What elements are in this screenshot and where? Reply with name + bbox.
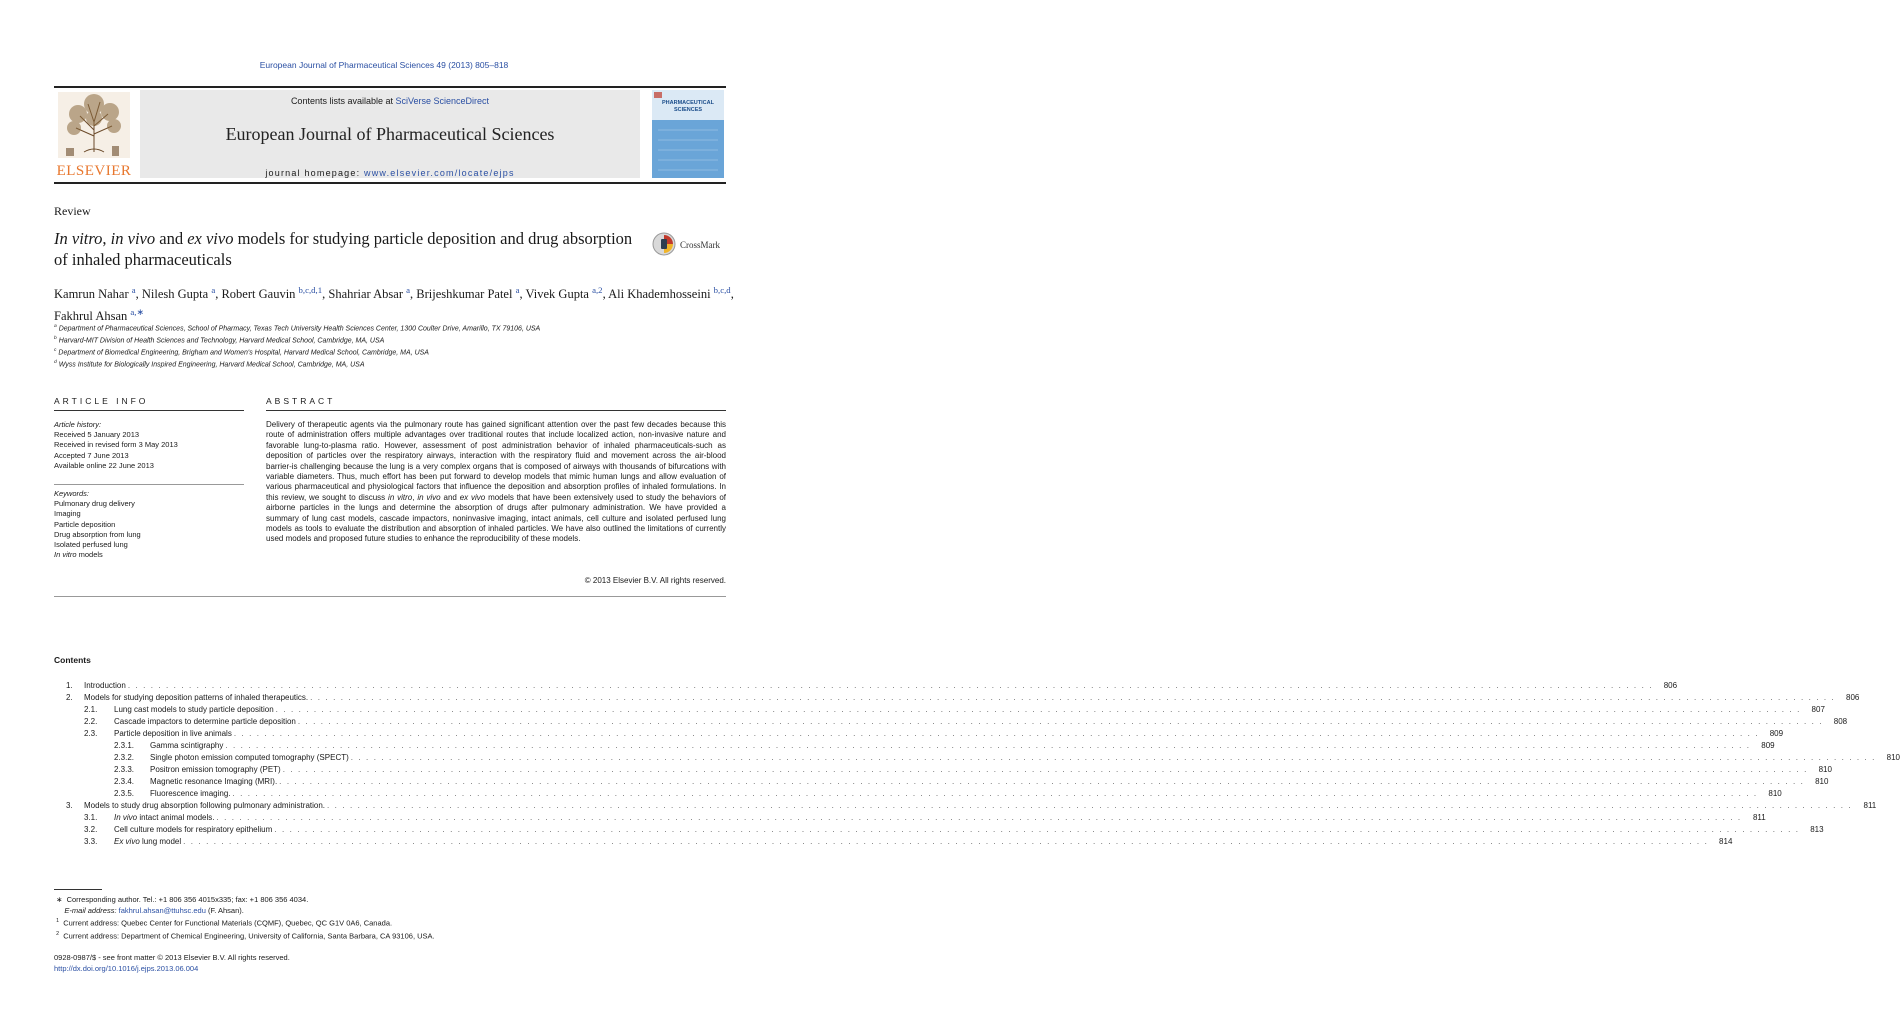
sciencedirect-link[interactable]: SciVerse ScienceDirect [395, 96, 490, 106]
toc-entry-number: 3.2. [84, 825, 98, 834]
journal-reference-link[interactable]: European Journal of Pharmaceutical Sciences 49 (2013) 805–818 [259, 60, 509, 70]
abstract-heading: ABSTRACT [266, 396, 336, 406]
title-part: and [155, 229, 188, 248]
affiliation-list [54, 322, 734, 370]
toc-entry-number: 2.2. [84, 717, 98, 726]
toc-entry-number: 2.3. [84, 729, 98, 738]
toc-entry-number: 2.3.4. [114, 777, 135, 786]
toc-entry-title: In vivo intact animal models. [114, 813, 215, 822]
author[interactable]: Kamrun Nahar $^a$ [54, 285, 136, 302]
toc-entry-page: 806 [1663, 681, 1678, 690]
svg-text:SCIENCES: SCIENCES [673, 107, 703, 113]
toc-entry-page: 808 [1833, 717, 1848, 726]
toc-leader-dots: . . . . . . . . . . . . . . . . . . . . . . . . . . . . . . . . . . . . . . . . . . . . . . . . . . . . . . . . . . . . . . . . . . . . . . . . . . . . . . . . . . . . . . . . . . . . . . . . . . . . . . . . . . . . . . . . . . . . . . . . . . . . . . . . . . . . . . . . . . . . . . . . . . . . . . . . . . . . . . . . . . . . . . . . . . . . . . . . . . . . . . . . . . . . . . . . . . . . . . . . [232, 789, 1758, 798]
toc-entry-page: 811 [1863, 801, 1877, 810]
keyword: Drug absorption from lung [54, 529, 141, 539]
svg-text:CrossMark: CrossMark [680, 240, 720, 250]
history-entry: Available online 22 June 2013 [54, 460, 154, 470]
affiliation: $^a$ Department of Pharmaceutical Sciences, School of Pharmacy, Texas Tech University Health Sciences Center, 1300 Coulter Drive, Amarillo, TX 79106, USA [54, 324, 541, 333]
toc-entry[interactable] [54, 836, 1733, 848]
toc-entry[interactable] [54, 824, 1824, 836]
toc-entry-title: Cascade impactors to determine particle deposition [114, 717, 296, 726]
toc-entry-page: 809 [1761, 741, 1775, 750]
toc-leader-dots: . . . . . . . . . . . . . . . . . . . . . . . . . . . . . . . . . . . . . . . . . . . . . . . . . . . . . . . . . . . . . . . . . . . . . . . . . . . . . . . . . . . . . . . . . . . . . . . . . . . . . . . . . . . . . . . . . . . . . . . . . . . . . . . . . . . . . . . . . . . . . . . . . . . . . . . . . . . . . . . . . . . . . . . . . . . . . . . . . . . . . . . . . . . . . . . . . . . . . . . . [275, 705, 1801, 714]
toc-entry[interactable] [54, 800, 1877, 812]
toc-leader-dots: . . . . . . . . . . . . . . . . . . . . . . . . . . . . . . . . . . . . . . . . . . . . . . . . . . . . . . . . . . . . . . . . . . . . . . . . . . . . . . . . . . . . . . . . . . . . . . . . . . . . . . . . . . . . . . . . . . . . . . . . . . . . . . . . . . . . . . . . . . . . . . . . . . . . . . . . . . . . . . . . . . . . . . . . . . . . . . . . . . . . . . . . . . . . . . . . . . . . . . . . [127, 681, 1654, 690]
article-info-heading: ARTICLE INFO [54, 396, 149, 406]
affiliation: $^c$ Department of Biomedical Engineering, Brigham and Women's Hospital, Harvard Medical School, Cambridge, MA, USA [54, 347, 429, 357]
author[interactable]: Brijeshkumar Patel $^a$ [416, 285, 520, 302]
toc-entry-number: 2.3.5. [114, 789, 135, 798]
journal-masthead [54, 86, 726, 184]
toc-entry-title: Introduction [84, 681, 126, 690]
toc-entry[interactable] [54, 728, 1784, 740]
toc-leader-dots: . . . . . . . . . . . . . . . . . . . . . . . . . . . . . . . . . . . . . . . . . . . . . . . . . . . . . . . . . . . . . . . . . . . . . . . . . . . . . . . . . . . . . . . . . . . . . . . . . . . . . . . . . . . . . . . . . . . . . . . . . . . . . . . . . . . . . . . . . . . . . . . . . . . . . . . . . . . . . . . . . . . . . . . . . . . . . . . . . . . . . . . . . . . . . . . . . . . . . . . . [225, 741, 1751, 750]
toc-entry-title: Positron emission tomography (PET) [150, 765, 281, 774]
toc-entry[interactable] [54, 752, 1900, 764]
keyword: Pulmonary drug delivery [54, 499, 135, 509]
masthead-center [140, 90, 640, 178]
toc-entry[interactable] [54, 692, 1860, 704]
footnote-1: $^1$ Current address: Quebec Center for Functional Materials (CQMF), Quebec, QC G1V 0A6, Canada. [56, 918, 393, 928]
toc-entry-page: 811 [1752, 813, 1766, 822]
title-part: In vitro [54, 229, 103, 248]
corresponding-author-note: ∗ Corresponding author. Tel.: +1 806 356 4015x335; fax: +1 806 356 4034. [56, 895, 309, 904]
crossmark-icon [652, 230, 732, 260]
toc-entry-page: 814 [1719, 837, 1733, 846]
toc-entry-title: Fluorescence imaging. [150, 789, 231, 798]
email-note: E-mail address: fakhrul.ahsan@ttuhsc.edu (F. Ahsan). [64, 906, 244, 915]
author[interactable]: Vivek Gupta $^{a,2}$ [525, 285, 603, 302]
abstract-copyright: © 2013 Elsevier B.V. All rights reserved. [584, 576, 726, 585]
toc-entry-title: Single photon emission computed tomography (SPECT) [150, 753, 349, 762]
toc-leader-dots: . . . . . . . . . . . . . . . . . . . . . . . . . . . . . . . . . . . . . . . . . . . . . . . . . . . . . . . . . . . . . . . . . . . . . . . . . . . . . . . . . . . . . . . . . . . . . . . . . . . . . . . . . . . . . . . . . . . . . . . . . . . . . . . . . . . . . . . . . . . . . . . . . . . . . . . . . . . . . . . . . . . . . . . . . . . . . . . . . . . . . . . . . . . . . . . . . . . . . . . . [297, 717, 1824, 726]
footnotes [54, 894, 726, 941]
title-part: models for studying particle deposition and drug absorption of inhaled pharmaceuticals [54, 229, 633, 269]
doi-link[interactable]: http://dx.doi.org/10.1016/j.ejps.2013.06.004 [54, 964, 199, 973]
toc-leader-dots: . . . . . . . . . . . . . . . . . . . . . . . . . . . . . . . . . . . . . . . . . . . . . . . . . . . . . . . . . . . . . . . . . . . . . . . . . . . . . . . . . . . . . . . . . . . . . . . . . . . . . . . . . . . . . . . . . . . . . . . . . . . . . . . . . . . . . . . . . . . . . . . . . . . . . . . . . . . . . . . . . . . . . . . . . . . . . . . . . . . . . . . . . . . . . . . . . . . . . . . . [183, 837, 1709, 846]
abstract-body: Delivery of therapeutic agents via the pulmonary route has gained significant attention over the past few decades because this route of administration offers multiple advantages over traditional routes that include localized action, non-invasive nature and favorable lung-to-plasma ratio. However, assessment of post administration behavior of inhaled pharmaceuticals-such as deposition of particles over the respiratory airways, interaction with the respiratory fluid and movement across the air-blood barrier-is challenging because the lung is a very complex organs that is composed of airways with thousands of bifurcations with variable diameters. Thus, much effort has been put forward to develop models that mimic human lungs and allow evaluation of various pharmaceutical and physiological factors that influence the deposition and absorption profiles of inhaled formulations. In this review, we sought to discuss in vitro, in vivo and ex vivo models that have been extensively used to study the behaviors of airborne particles in the lungs and determine the absorption of drugs after pulmonary administration. We have provided a summary of lung cast models, cascade impactors, noninvasive imaging, intact animals, cell culture and isolated perfused lung models as tools to evaluate the distribution and absorption of inhaled particles. We have also outlined the limitations of currently used models and proposed future studies to enhance the reproducibility of these models. [266, 420, 727, 544]
toc-leader-dots: . . . . . . . . . . . . . . . . . . . . . . . . . . . . . . . . . . . . . . . . . . . . . . . . . . . . . . . . . . . . . . . . . . . . . . . . . . . . . . . . . . . . . . . . . . . . . . . . . . . . . . . . . . . . . . . . . . . . . . . . . . . . . . . . . . . . . . . . . . . . . . . . . . . . . . . . . . . . . . . . . . . . . . . . . . . . . . . . . . . . . . . . . . . . . . . . . . . . . . . . [350, 753, 1877, 762]
contents-heading: Contents [54, 655, 91, 665]
toc-entry-page: 810 [1818, 765, 1832, 774]
toc-entry-number: 2.3.1. [114, 741, 135, 750]
toc-entry-page: 807 [1811, 705, 1825, 714]
toc-entry-number: 3.3. [84, 837, 98, 846]
toc-entry[interactable] [54, 812, 1766, 824]
masthead-bottom-rule [54, 182, 726, 184]
elsevier-tree-icon [54, 90, 134, 178]
toc-leader-dots: . . . . . . . . . . . . . . . . . . . . . . . . . . . . . . . . . . . . . . . . . . . . . . . . . . . . . . . . . . . . . . . . . . . . . . . . . . . . . . . . . . . . . . . . . . . . . . . . . . . . . . . . . . . . . . . . . . . . . . . . . . . . . . . . . . . . . . . . . . . . . . . . . . . . . . . . . . . . . . . . . . . . . . . . . . . . . . . . . . . . . . . . . . . . . . . . . . . . . . . . [274, 825, 1800, 834]
toc-entry-number: 2. [66, 693, 73, 702]
toc-entry-page: 810 [1768, 789, 1782, 798]
footnote-2: $^2$ Current address: Department of Chemical Engineering, University of California, Santa Barbara, CA 93106, USA. [56, 930, 435, 940]
journal-homepage-line [140, 168, 640, 178]
keyword: Isolated perfused lung [54, 540, 128, 550]
toc-entry[interactable] [54, 716, 1848, 728]
toc-entry[interactable] [54, 680, 1678, 692]
front-matter [54, 952, 290, 974]
author[interactable]: Fakhrul Ahsan $^{a,∗}$ [54, 307, 144, 324]
toc-entry-number: 3. [66, 801, 73, 810]
toc-entry-page: 810 [1815, 777, 1829, 786]
abstract-rule [266, 410, 726, 411]
keyword: Particle deposition [54, 519, 116, 529]
history-label: Article history: [54, 420, 102, 429]
affiliation: $^d$ Wyss Institute for Biologically Inspired Engineering, Harvard Medical School, Cambridge, MA, USA [54, 359, 365, 369]
elsevier-logo[interactable] [54, 90, 134, 178]
svg-text:PHARMACEUTICAL: PHARMACEUTICAL [662, 100, 714, 106]
toc-leader-dots: . . . . . . . . . . . . . . . . . . . . . . . . . . . . . . . . . . . . . . . . . . . . . . . . . . . . . . . . . . . . . . . . . . . . . . . . . . . . . . . . . . . . . . . . . . . . . . . . . . . . . . . . . . . . . . . . . . . . . . . . . . . . . . . . . . . . . . . . . . . . . . . . . . . . . . . . . . . . . . . . . . . . . . . . . . . . . . . . . . . . . . . . . . . . . . . . . . . . . . . . [216, 813, 1742, 822]
toc-leader-dots: . . . . . . . . . . . . . . . . . . . . . . . . . . . . . . . . . . . . . . . . . . . . . . . . . . . . . . . . . . . . . . . . . . . . . . . . . . . . . . . . . . . . . . . . . . . . . . . . . . . . . . . . . . . . . . . . . . . . . . . . . . . . . . . . . . . . . . . . . . . . . . . . . . . . . . . . . . . . . . . . . . . . . . . . . . . . . . . . . . . . . . . . . . . . . . . . . . . . . . . . [282, 765, 1808, 774]
toc-entry-page: 806 [1846, 693, 1860, 702]
abstract-bottom-rule [54, 596, 726, 597]
toc-entry-title: Cell culture models for respiratory epithelium [114, 825, 273, 834]
article-history [54, 420, 244, 471]
toc-entry-number: 3.1. [84, 813, 98, 822]
toc-entry-number: 2.3.3. [114, 765, 135, 774]
toc-entry-title: Lung cast models to study particle deposition [114, 705, 274, 714]
issn-line: 0928-0987/$ - see front matter © 2013 Elsevier B.V. All rights reserved. [54, 953, 290, 962]
contents-prefix: Contents lists available at [290, 96, 396, 106]
crossmark-badge[interactable] [652, 230, 732, 260]
history-entry: Received in revised form 3 May 2013 [54, 440, 178, 450]
article-title [54, 228, 639, 270]
toc-entry[interactable] [54, 788, 1782, 800]
toc-entry-title: Models to study drug absorption following pulmonary administration. [84, 801, 326, 810]
author-list: Kamrun Nahar $^a$, Nilesh Gupta $^a$, Robert Gauvin $^{b,c,d,1}$, Shahriar Absar $^a$, Brijeshkumar Patel $^a$, Vivek Gupta $^{a,2}$, Ali Khademhosseini $^{b,c,d}$, Fakhrul Ahsan $^{a,∗}$ [54, 285, 734, 324]
footnote-rule [54, 889, 102, 890]
contents-available-line [140, 96, 640, 106]
author[interactable]: Nilesh Gupta $^a$ [141, 285, 216, 302]
keywords-label: Keywords: [54, 489, 90, 498]
author[interactable]: Ali Khademhosseini $^{b,c,d}$ [608, 285, 731, 302]
toc-entry-title: Particle deposition in live animals [114, 729, 232, 738]
toc-entry-title: Ex vivo lung model [114, 837, 182, 846]
toc-entry[interactable] [54, 764, 1832, 776]
toc-entry-number: 2.1. [84, 705, 98, 714]
toc-entry-title: Models for studying deposition patterns of inhaled therapeutics. [84, 693, 309, 702]
toc-entry[interactable] [54, 740, 1775, 752]
toc-entry-number: 2.3.2. [114, 753, 135, 762]
toc-entry-page: 810 [1886, 753, 1900, 762]
toc-entry-title: Gamma scintigraphy [150, 741, 224, 750]
journal-cover-thumbnail[interactable] [650, 90, 726, 178]
svg-text:ELSEVIER: ELSEVIER [56, 163, 132, 179]
toc-leader-dots: . . . . . . . . . . . . . . . . . . . . . . . . . . . . . . . . . . . . . . . . . . . . . . . . . . . . . . . . . . . . . . . . . . . . . . . . . . . . . . . . . . . . . . . . . . . . . . . . . . . . . . . . . . . . . . . . . . . . . . . . . . . . . . . . . . . . . . . . . . . . . . . . . . . . . . . . . . . . . . . . . . . . . . . . . . . . . . . . . . . . . . . . . . . . . . . . . . . . . . . . [310, 693, 1836, 702]
toc-entry[interactable] [54, 704, 1825, 716]
author[interactable]: Shahriar Absar $^a$ [328, 285, 411, 302]
keyword: In vitro models [54, 550, 103, 560]
keyword: Imaging [54, 509, 81, 519]
masthead-top-rule [54, 86, 726, 88]
history-divider [54, 484, 244, 485]
toc-entry-page: 813 [1810, 825, 1824, 834]
article-type: Review [54, 204, 91, 218]
author[interactable]: Robert Gauvin $^{b,c,d,1}$ [221, 285, 323, 302]
title-part: , [102, 229, 111, 248]
toc-entry-page: 809 [1769, 729, 1784, 738]
toc-leader-dots: . . . . . . . . . . . . . . . . . . . . . . . . . . . . . . . . . . . . . . . . . . . . . . . . . . . . . . . . . . . . . . . . . . . . . . . . . . . . . . . . . . . . . . . . . . . . . . . . . . . . . . . . . . . . . . . . . . . . . . . . . . . . . . . . . . . . . . . . . . . . . . . . . . . . . . . . . . . . . . . . . . . . . . . . . . . . . . . . . . . . . . . . . . . . . . . . . . . . . . . . [279, 777, 1805, 786]
affiliation: $^b$ Harvard-MIT Division of Health Sciences and Technology, Harvard Medical School, Cambridge, MA, USA [54, 335, 385, 345]
article-info-rule [54, 410, 244, 411]
toc-leader-dots: . . . . . . . . . . . . . . . . . . . . . . . . . . . . . . . . . . . . . . . . . . . . . . . . . . . . . . . . . . . . . . . . . . . . . . . . . . . . . . . . . . . . . . . . . . . . . . . . . . . . . . . . . . . . . . . . . . . . . . . . . . . . . . . . . . . . . . . . . . . . . . . . . . . . . . . . . . . . . . . . . . . . . . . . . . . . . . . . . . . . . . . . . . . . . . . . . . . . . . . . [327, 801, 1853, 810]
journal-cover-image [650, 90, 726, 178]
title-part: in vivo [110, 229, 156, 248]
journal-homepage-link[interactable]: www.elsevier.com/locate/ejps [364, 168, 515, 178]
toc-entry-title: Magnetic resonance Imaging (MRI). [150, 777, 278, 786]
title-part: ex vivo [187, 229, 234, 248]
toc-leader-dots: . . . . . . . . . . . . . . . . . . . . . . . . . . . . . . . . . . . . . . . . . . . . . . . . . . . . . . . . . . . . . . . . . . . . . . . . . . . . . . . . . . . . . . . . . . . . . . . . . . . . . . . . . . . . . . . . . . . . . . . . . . . . . . . . . . . . . . . . . . . . . . . . . . . . . . . . . . . . . . . . . . . . . . . . . . . . . . . . . . . . . . . . . . . . . . . . . . . . . . . . [233, 729, 1760, 738]
table-of-contents [54, 680, 1900, 848]
history-entry: Accepted 7 June 2013 [54, 450, 129, 460]
journal-title: European Journal of Pharmaceutical Sciences [225, 124, 555, 144]
history-entry: Received 5 January 2013 [54, 430, 140, 440]
email-link[interactable]: fakhrul.ahsan@ttuhsc.edu [118, 906, 206, 915]
toc-entry-number: 1. [66, 681, 73, 690]
homepage-prefix: journal homepage: [265, 168, 364, 178]
toc-entry[interactable] [54, 776, 1829, 788]
keywords [54, 489, 244, 560]
